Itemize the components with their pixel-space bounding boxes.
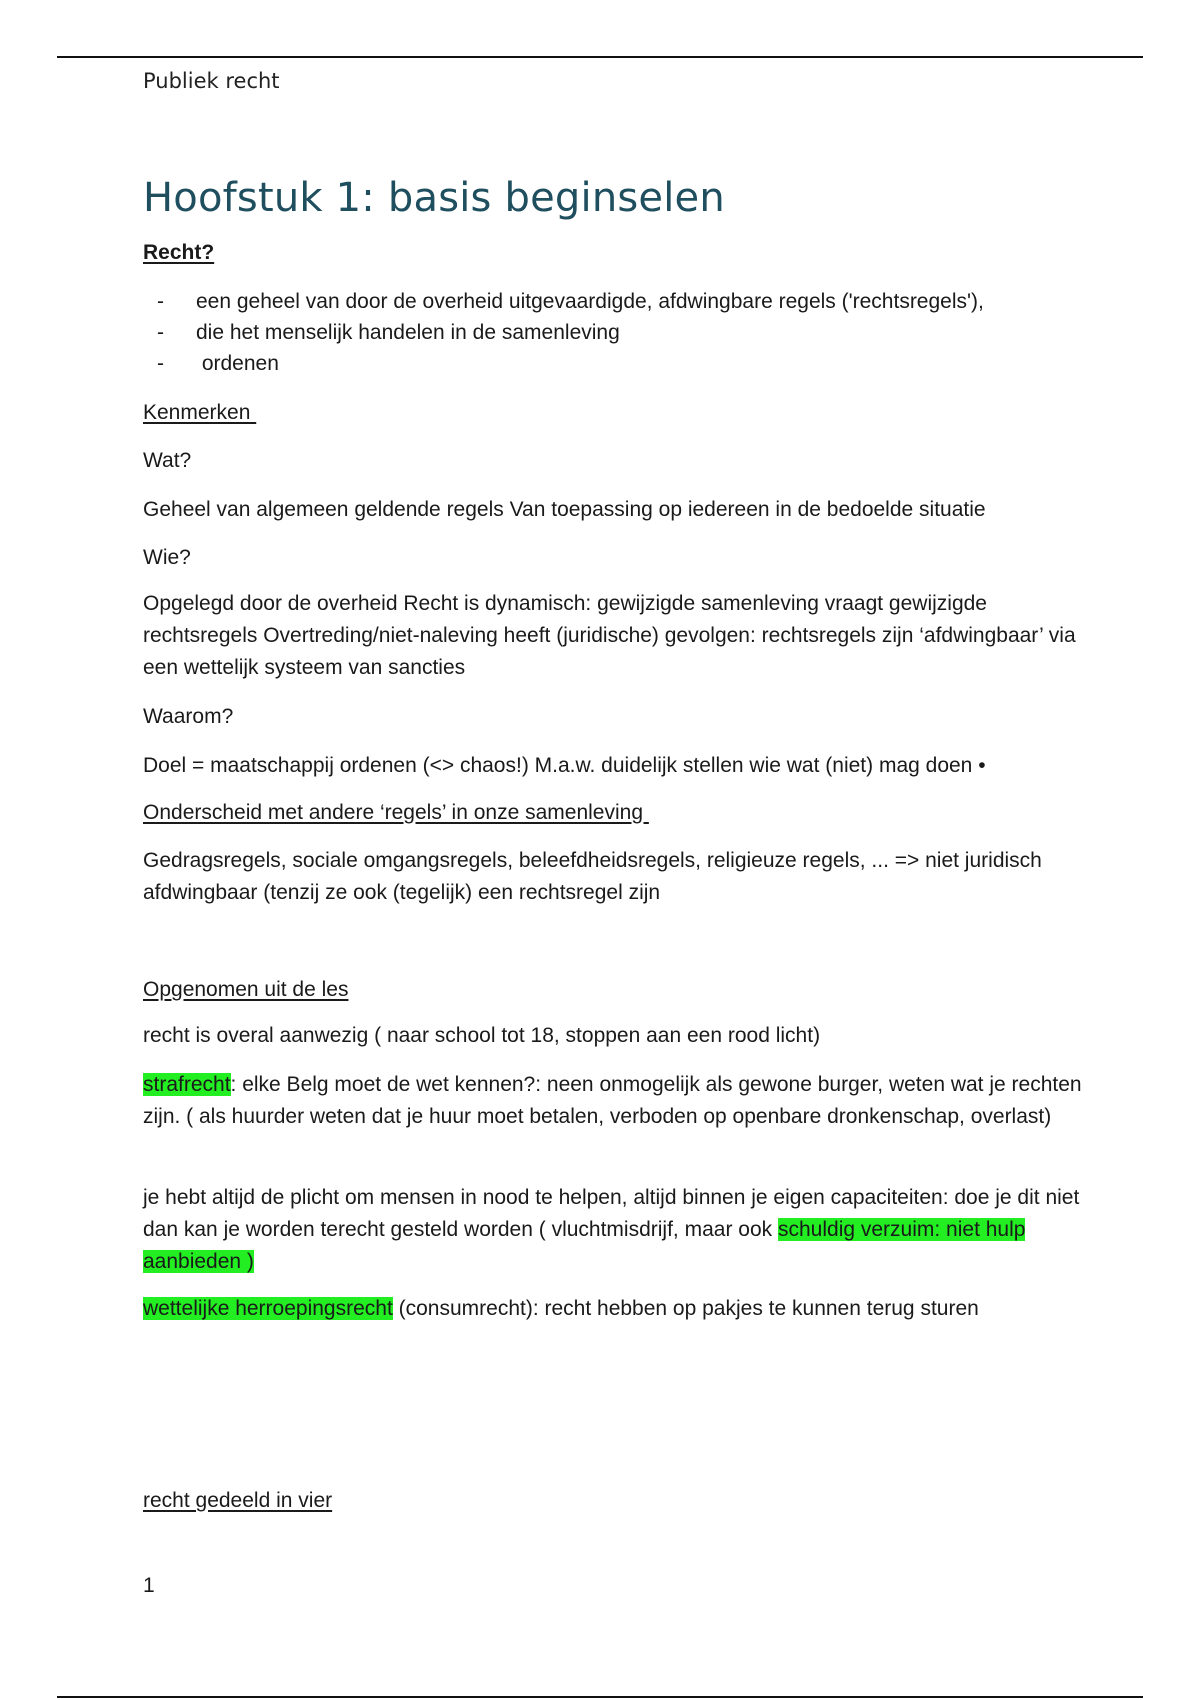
les-heading-text: Opgenomen uit de les <box>143 978 349 1001</box>
highlighted-term: wettelijke herroepingsrecht <box>143 1297 393 1320</box>
les-paragraph-4 <box>143 1293 1083 1325</box>
paragraph-text: : elke Belg moet de wet kennen?: neen onmogelijk als gewone burger, weten wat je rechten zijn. ( als huurder weten dat je huur moet betalen, verboden op openbare dronkenschap, overlast) <box>143 1073 1082 1128</box>
onderscheid-heading <box>143 797 1083 829</box>
vier-heading-text: recht gedeeld in vier <box>143 1489 333 1512</box>
footer-rule <box>57 1696 1143 1698</box>
list-item-text: een geheel van door de overheid uitgevaardigde, afdwingbare regels ('rechtsregels'), <box>196 290 984 313</box>
les-paragraph-1: recht is overal aanwezig ( naar school tot 18, stoppen aan een rood licht) <box>143 1024 821 1047</box>
les-heading <box>143 974 1083 1006</box>
bullet-marker: - <box>157 290 164 313</box>
list-item <box>143 348 1083 379</box>
onderscheid-heading-text: Onderscheid met andere ‘regels’ in onze samenleving <box>143 801 649 824</box>
waarom-question: Waarom? <box>143 705 234 728</box>
les-paragraph-2 <box>143 1069 1083 1133</box>
list-item-text: ordenen <box>196 352 279 375</box>
bullet-marker: - <box>157 352 164 375</box>
running-header: Publiek recht <box>143 69 280 93</box>
bullet-marker: - <box>157 321 164 344</box>
list-item <box>143 317 1083 348</box>
kenmerken-heading-text: Kenmerken <box>143 401 257 424</box>
definition-list <box>143 286 1083 379</box>
wie-question: Wie? <box>143 546 191 569</box>
page-number: 1 <box>143 1574 155 1597</box>
page-title: Hoofstuk 1: basis beginselen <box>143 175 725 221</box>
wat-answer: Geheel van algemeen geldende regels Van toepassing op iedereen in de bedoelde situatie <box>143 498 986 521</box>
kenmerken-heading <box>143 397 1083 429</box>
highlighted-term: strafrecht <box>143 1073 231 1096</box>
wat-question: Wat? <box>143 449 192 472</box>
list-item <box>143 286 1083 317</box>
header-rule <box>57 56 1143 58</box>
vier-heading <box>143 1485 1083 1517</box>
onderscheid-answer: Gedragsregels, sociale omgangsregels, beleefdheidsregels, religieuze regels, ... => niet juridisch afdwingbaar (tenzij ze ook (tegelijk) een rechtsregel zijn <box>143 849 1042 904</box>
recht-heading <box>143 237 1083 269</box>
highlighted-term: schuldig verzuim: niet hulp aanbieden ) <box>143 1218 1026 1273</box>
waarom-answer: Doel = maatschappij ordenen (<> chaos!) M.a.w. duidelijk stellen wie wat (niet) mag doen • <box>143 754 986 777</box>
wie-answer: Opgelegd door de overheid Recht is dynamisch: gewijzigde samenleving vraagt gewijzigde rechtsregels Overtreding/niet-naleving heeft (juridische) gevolgen: rechtsregels zijn ‘afdwingbaar’ via een wettelijk systeem van sancties <box>143 592 1076 679</box>
paragraph-text: (consumrecht): recht hebben op pakjes te kunnen terug sturen <box>392 1297 979 1320</box>
paragraph-text: je hebt altijd de plicht om mensen in nood te helpen, altijd binnen je eigen capaciteiten: doe je dit niet dan kan je worden terecht gesteld worden ( vluchtmisdrijf, maar ook <box>143 1186 1080 1241</box>
recht-heading-text: Recht? <box>143 241 215 264</box>
list-item-text: die het menselijk handelen in de samenleving <box>196 321 620 344</box>
les-paragraph-3 <box>143 1182 1083 1278</box>
